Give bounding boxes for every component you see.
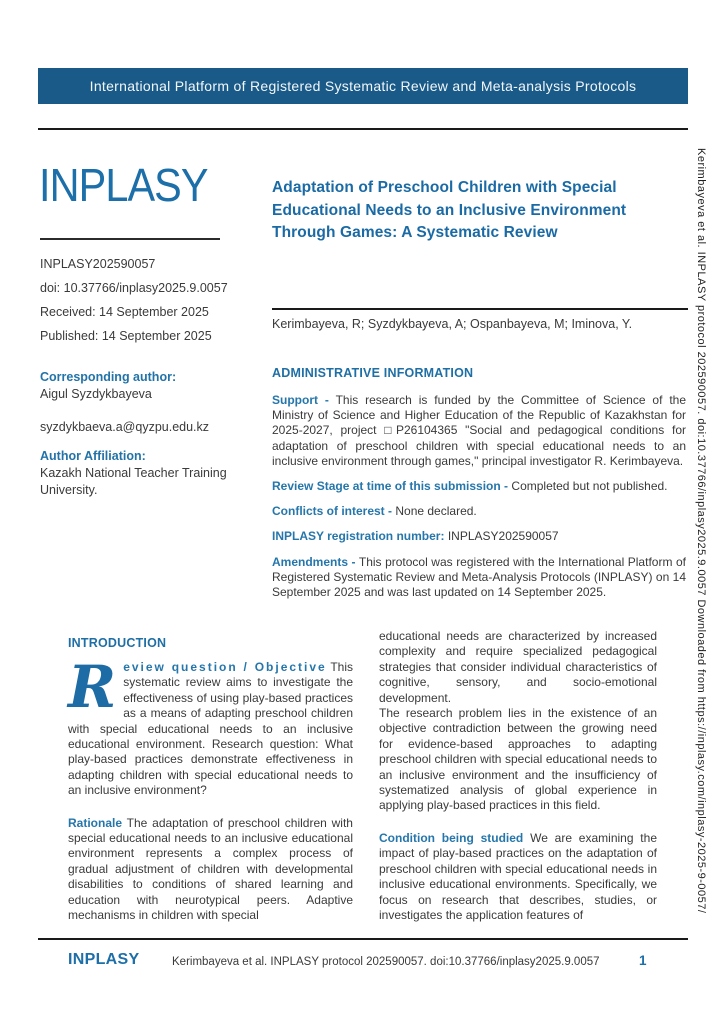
affiliation-text: Kazakh National Teacher Training University. bbox=[40, 466, 227, 497]
page-number: 1 bbox=[639, 953, 647, 968]
rationale-continued-paragraph bbox=[379, 629, 657, 814]
footer-divider bbox=[38, 938, 688, 940]
authors-line: Kerimbayeva, R; Syzdykbayeva, A; Ospanbayeva, M; Iminova, Y. bbox=[272, 317, 633, 331]
registration-number: INPLASY202590057 bbox=[40, 257, 156, 271]
footer-citation: Kerimbayeva et al. INPLASY protocol 202590057. doi:10.37766/inplasy2025.9.0057 bbox=[172, 956, 600, 968]
objective-label: eview question / Objective bbox=[123, 660, 327, 674]
support-label: Support - bbox=[272, 393, 329, 407]
affiliation-label: Author Affiliation: bbox=[40, 449, 146, 463]
received-date: Received: 14 September 2025 bbox=[40, 305, 209, 319]
published-date: Published: 14 September 2025 bbox=[40, 329, 212, 343]
dropcap-r: R bbox=[68, 653, 117, 721]
rationale-paragraph bbox=[68, 816, 353, 924]
registration-value: INPLASY202590057 bbox=[447, 529, 559, 544]
registration-paragraph bbox=[272, 529, 686, 544]
condition-paragraph bbox=[379, 831, 657, 923]
conflicts-paragraph bbox=[272, 504, 686, 519]
condition-text: We are examining the impact of play-based practices on the adaptation of preschool children with special educational needs in inclusive educational environments. Specifically, we focus on research that describes, studies, or investigates the application features of bbox=[379, 830, 657, 922]
introduction-right-column bbox=[379, 629, 657, 940]
objective-text: This systematic review aims to investigate the effectiveness of using play-based practices as a means of adapting preschool children with special educational needs to an inclusive educational environment. Research question: What play-based practices demonstrate effectiveness in adapting children with special educational needs to an inclusive environment? bbox=[68, 660, 353, 798]
introduction-heading: INTRODUCTION bbox=[68, 636, 167, 650]
amendments-text: This protocol was registered with the International Platform of Registered Systematic Review and Meta-Analysis Protocols (INPLASY) on 14 September 2025 and was last updated on 14 September 2025. bbox=[272, 554, 686, 600]
rationale-continued-text-2: The research problem lies in the existence of an objective contradiction between the growing need for evidence-based approaches to adapting preschool children with special educational needs to an inclusive environment and the insufficiency of systematized analysis of global experience in applying play-based practices in this field. bbox=[379, 706, 657, 813]
corresponding-author-name: Aigul Syzdykbayeva bbox=[40, 387, 152, 401]
review-stage-text: Completed but not published. bbox=[511, 479, 668, 494]
support-paragraph bbox=[272, 393, 686, 469]
administrative-information-heading: ADMINISTRATIVE INFORMATION bbox=[272, 366, 474, 380]
corresponding-author-label: Corresponding author: bbox=[40, 370, 177, 384]
rationale-text: The adaptation of preschool children with special educational needs to an inclusive educational environment represents a complex process of gradual adjustment of children with developmental disabilities to conditions of shared learning and education with neurotypical peers. Adaptive mechanisms in children with special bbox=[68, 815, 353, 923]
rationale-label: Rationale bbox=[68, 815, 123, 830]
rationale-continued-text-1: educational needs are characterized by increased complexity and require specialized pedagogical strategies that consider individual characteristics of cognitive, sensory, and socio-emotional development. bbox=[379, 629, 657, 705]
objective-paragraph bbox=[68, 653, 353, 799]
platform-banner bbox=[38, 68, 688, 104]
inplasy-logo: INPLASY bbox=[39, 159, 208, 211]
review-stage-paragraph bbox=[272, 479, 686, 494]
corresponding-author-block bbox=[40, 369, 275, 499]
header-divider bbox=[38, 128, 688, 130]
footer-brand: INPLASY bbox=[68, 951, 140, 968]
margin-citation-vertical: Kerimbayeva et al. INPLASY protocol 202590057. doi:10.37766/inplasy2025.9.0057 Downloaded from https://inplasy.com/inplasy-2025-9-0057/ bbox=[695, 148, 707, 914]
conflicts-label: Conflicts of interest - bbox=[272, 504, 393, 519]
registration-label: INPLASY registration number: bbox=[272, 529, 445, 544]
amendments-label: Amendments - bbox=[272, 554, 356, 569]
doi-line: doi: 10.37766/inplasy2025.9.0057 bbox=[40, 281, 228, 295]
support-text: This research is funded by the Committee of Science of the Ministry of Science and Higher Education of the Republic of Kazakhstan for 2025-2027, project □P26104365 "Social and pedagogical conditions for adaptation of preschool children with special educational needs to an inclusive environment through games," principal investigator R. Kerimbayeva. bbox=[272, 393, 687, 468]
authors-divider bbox=[272, 308, 688, 310]
corresponding-author-email: syzdykbaeva.a@qyzpu.edu.kz bbox=[40, 420, 210, 434]
administrative-information-section bbox=[272, 366, 686, 610]
condition-label: Condition being studied bbox=[379, 830, 524, 845]
amendments-paragraph bbox=[272, 555, 686, 601]
protocol-meta-block bbox=[40, 252, 275, 348]
paper-title: Adaptation of Preschool Children with Special Educational Needs to an Inclusive Environment Through Games: A Systematic Review bbox=[272, 179, 627, 241]
logo-divider bbox=[40, 238, 220, 240]
introduction-left-column bbox=[68, 653, 353, 941]
conflicts-text: None declared. bbox=[395, 504, 477, 519]
review-stage-label: Review Stage at time of this submission - bbox=[272, 479, 509, 494]
platform-banner-text: International Platform of Registered Systematic Review and Meta-analysis Protocols bbox=[89, 78, 637, 94]
